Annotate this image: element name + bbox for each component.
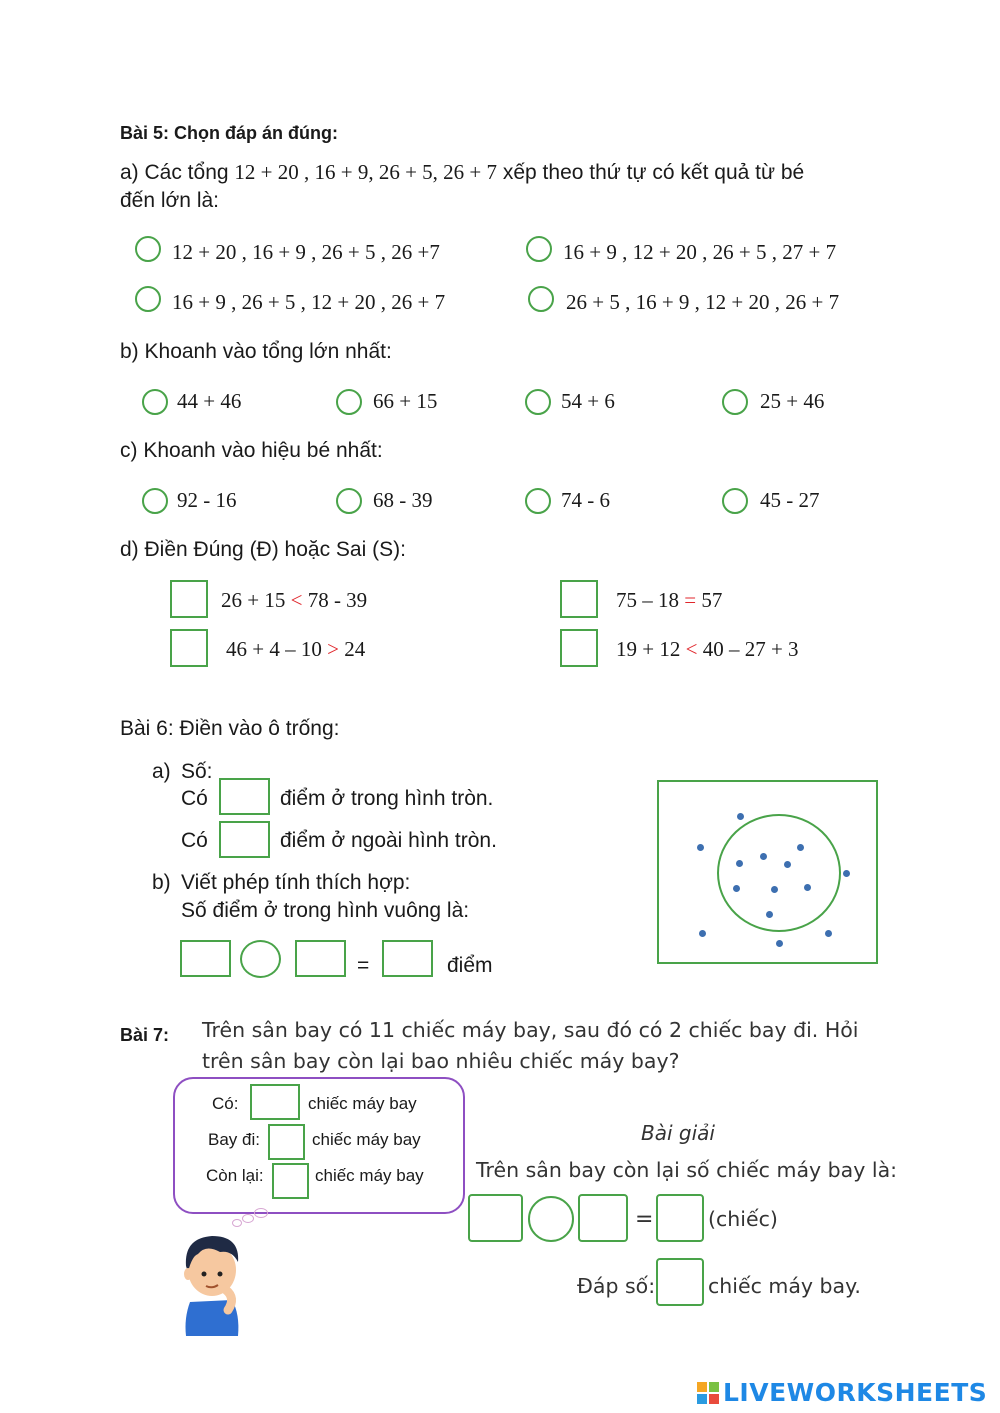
unit-diem: điểm [447, 954, 493, 977]
dot [825, 930, 832, 937]
summary-label: Còn lại: [206, 1166, 264, 1185]
answer-unit: chiếc máy bay. [708, 1274, 861, 1298]
bai5-c-option: 74 - 6 [561, 488, 610, 512]
bai5-c-option: 45 - 27 [760, 488, 820, 512]
summary-label: Bay đi: [208, 1130, 260, 1149]
bai6-a-label: a) [152, 760, 171, 783]
answer-box[interactable] [250, 1084, 300, 1120]
option-radio[interactable] [142, 389, 168, 415]
bai5-b-question: b) Khoanh vào tổng lớn nhất: [120, 340, 392, 363]
dot [771, 886, 778, 893]
answer-box[interactable] [219, 778, 270, 815]
answer-box[interactable] [468, 1194, 523, 1242]
answer-box[interactable] [656, 1258, 704, 1306]
dots-figure [657, 780, 878, 964]
summary-label: Có: [212, 1094, 239, 1113]
answer-box[interactable] [295, 940, 346, 977]
dot [804, 884, 811, 891]
solution-title: Bài giải [641, 1121, 715, 1145]
dot [843, 870, 850, 877]
bai5-a-option: 26 + 5 , 16 + 9 , 12 + 20 , 26 + 7 [566, 290, 840, 314]
answer-box[interactable] [560, 580, 598, 618]
bai5-b-option: 66 + 15 [373, 389, 438, 413]
bubble-trail [242, 1214, 254, 1223]
dot [699, 930, 706, 937]
bai5-b-option: 25 + 46 [760, 389, 825, 413]
option-radio[interactable] [722, 488, 748, 514]
solution-line: Trên sân bay còn lại số chiếc máy bay là: [476, 1158, 898, 1182]
bai5-a-option: 16 + 9 , 12 + 20 , 26 + 5 , 27 + 7 [563, 240, 837, 264]
option-radio[interactable] [528, 286, 554, 312]
summary-unit: chiếc máy bay [315, 1166, 424, 1185]
boy-illustration [176, 1228, 248, 1338]
bai5-d-statement: 19 + 12 < 40 – 27 + 3 [616, 637, 799, 661]
bubble-trail [232, 1219, 242, 1227]
liveworksheets-logo [697, 1378, 987, 1407]
bai5-title: Bài 5: Chọn đáp án đúng: [120, 123, 338, 143]
operator-circle[interactable] [240, 940, 281, 978]
bai5-a-option: 16 + 9 , 26 + 5 , 12 + 20 , 26 + 7 [172, 290, 446, 314]
bai7-title: Bài 7: [120, 1025, 170, 1045]
bai5-d-statement: 46 + 4 – 10 > 24 [226, 637, 366, 661]
dot [766, 911, 773, 918]
equals-sign: = [357, 954, 370, 977]
dot [760, 853, 767, 860]
bai6-outside-text: điểm ở ngoài hình tròn. [280, 829, 497, 852]
dot [737, 813, 744, 820]
bai5-d-statement: 26 + 15 < 78 - 39 [221, 588, 368, 612]
option-radio[interactable] [525, 389, 551, 415]
dot [697, 844, 704, 851]
answer-box[interactable] [560, 629, 598, 667]
dot [776, 940, 783, 947]
answer-label: Đáp số: [577, 1274, 656, 1298]
equals-sign: = [635, 1207, 654, 1232]
bai5-a-question-line2: đến lớn là: [120, 189, 220, 212]
unit-chiec: (chiếc) [708, 1207, 778, 1231]
bai7-problem-line2: trên sân bay còn lại bao nhiêu chiếc máy bay? [202, 1049, 680, 1073]
dot [784, 861, 791, 868]
option-radio[interactable] [722, 389, 748, 415]
option-radio[interactable] [525, 488, 551, 514]
answer-box[interactable] [268, 1124, 305, 1160]
summary-unit: chiếc máy bay [308, 1094, 417, 1113]
answer-box[interactable] [578, 1194, 628, 1242]
bai5-c-question: c) Khoanh vào hiệu bé nhất: [120, 439, 383, 462]
bai5-a-option: 12 + 20 , 16 + 9 , 26 + 5 , 26 +7 [172, 240, 440, 264]
bai7-problem-line1: Trên sân bay có 11 chiếc máy bay, sau đó có 2 chiếc bay đi. Hỏi [202, 1018, 859, 1042]
logo-text: LIVEWORKSHEETS [723, 1378, 988, 1407]
answer-box[interactable] [180, 940, 231, 977]
option-radio[interactable] [336, 389, 362, 415]
bai5-c-option: 92 - 16 [177, 488, 237, 512]
co-label: Có [181, 829, 208, 852]
bai5-c-option: 68 - 39 [373, 488, 433, 512]
bai5-b-option: 44 + 46 [177, 389, 242, 413]
option-radio[interactable] [336, 488, 362, 514]
option-radio[interactable] [135, 286, 161, 312]
circle-shape [717, 814, 841, 932]
bai6-a-text: Số: [181, 760, 213, 783]
bai5-a-question: a) Các tổng 12 + 20 , 16 + 9, 26 + 5, 26 + 7 xếp theo thứ tự có kết quả từ bé [120, 160, 805, 184]
bai6-title: Bài 6: Điền vào ô trống: [120, 717, 340, 740]
dot [733, 885, 740, 892]
option-radio[interactable] [526, 236, 552, 262]
bai6-b-text: Viết phép tính thích hợp: [181, 871, 411, 894]
bai6-b-label: b) [152, 871, 171, 894]
dot [736, 860, 743, 867]
logo-icon [697, 1382, 719, 1404]
bai5-b-option: 54 + 6 [561, 389, 615, 413]
answer-box[interactable] [382, 940, 433, 977]
option-radio[interactable] [135, 236, 161, 262]
option-radio[interactable] [142, 488, 168, 514]
bai6-b-text2: Số điểm ở trong hình vuông là: [181, 899, 470, 922]
bubble-trail [254, 1208, 268, 1218]
answer-box[interactable] [170, 580, 208, 618]
answer-box[interactable] [272, 1163, 309, 1199]
answer-box[interactable] [656, 1194, 704, 1242]
bai6-inside-text: điểm ở trong hình tròn. [280, 787, 494, 810]
operator-circle[interactable] [528, 1196, 574, 1242]
answer-box[interactable] [170, 629, 208, 667]
answer-box[interactable] [219, 821, 270, 858]
bai5-d-statement: 75 – 18 = 57 [616, 588, 723, 612]
summary-unit: chiếc máy bay [312, 1130, 421, 1149]
co-label: Có [181, 787, 208, 810]
bai5-d-question: d) Điền Đúng (Đ) hoặc Sai (S): [120, 538, 406, 561]
dot [797, 844, 804, 851]
